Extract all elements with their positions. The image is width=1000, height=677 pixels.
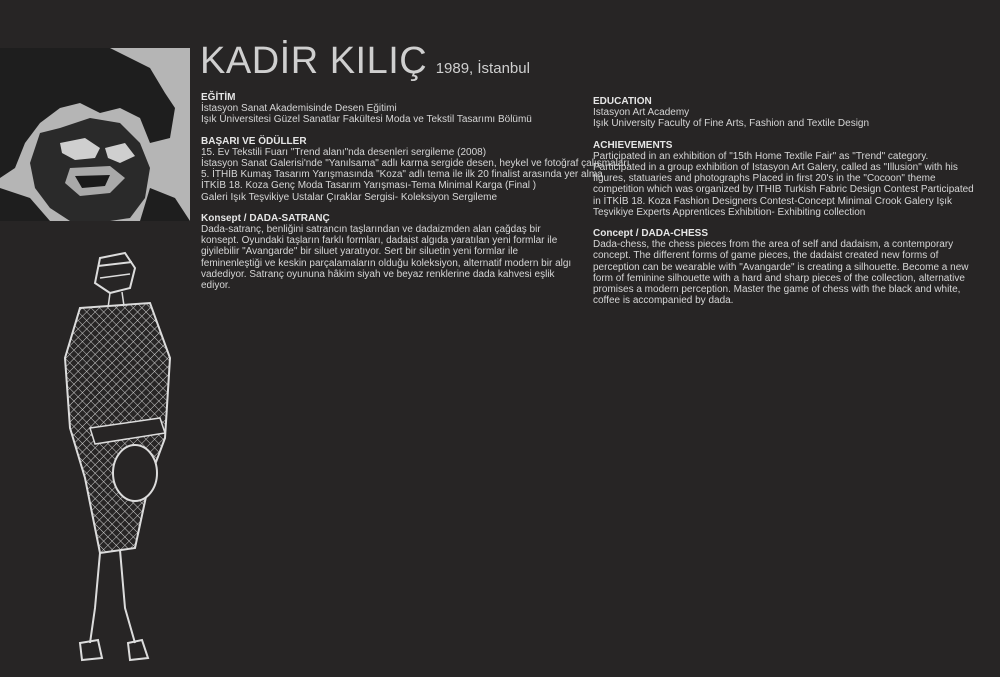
tr-achievement-line: Galeri Işık Teşvikiye Ustalar Çıraklar Sergisi- Koleksiyon Sergileme (201, 191, 498, 203)
english-column (593, 96, 978, 316)
en-achievements-section (593, 140, 978, 218)
tr-achievements-heading: BAŞARI VE ÖDÜLLER (201, 135, 307, 147)
tr-concept-section (201, 213, 581, 291)
tr-achievement-line: 5. İTHİB Kumaş Tasarım Yarışmasında "Koza" adlı tema ile ilk 20 finalist arasında yer alma (201, 169, 603, 181)
fashion-sketch-illustration (40, 248, 200, 668)
tr-achievements-section (201, 135, 630, 203)
tr-concept-text: Dada-satranç, benliğini satrancın taşlarından ve dadaizmden alan çağdaş bir konsept. Oyundaki taşların farklı formları, dadaist algıda yaratılan yeni formlar ile giyilebilir "Avangarde" bir siluet yaratıyor. Sert bir siluetin yeni formlar ile feminenleştiği ve keskin parçalamaların olduğu koleksiyon, alternatif modern bir algı vadediyor. Satranç oyununa hâkim siyah ve beyaz renklerine dada kahvesi eşlik ediyor. (201, 224, 572, 292)
name-header (200, 40, 530, 83)
portrait-photo (0, 48, 190, 221)
birth-info: 1989, İstanbul (435, 60, 530, 77)
en-concept-section (593, 228, 978, 306)
en-education-heading: EDUCATION (593, 96, 652, 107)
en-education-section (593, 96, 978, 130)
en-education-line: Işık University Faculty of Fine Arts, Fashion and Textile Design (593, 118, 870, 130)
en-achievements-heading: ACHIEVEMENTS (593, 139, 673, 151)
tr-achievement-line: İstasyon Sanat Galerisi'nde "Yanılsama" adlı karma sergide desen, heykel ve fotoğraf çalışmaları (201, 158, 630, 170)
tr-achievement-line: İTKİB 18. Koza Genç Moda Tasarım Yarışması-Tema Minimal Karga (Final ) (201, 180, 537, 192)
en-education-line: Istasyon Art Academy (593, 107, 690, 119)
tr-concept-heading: Konsept / DADA-SATRANÇ (201, 212, 330, 224)
tr-achievement-line: 15. Ev Tekstili Fuarı "Trend alanı"nda desenleri sergileme (2008) (201, 146, 487, 158)
tr-education-line: İstasyon Sanat Akademisinde Desen Eğitimi (201, 103, 397, 115)
tr-education-section (201, 92, 581, 126)
tr-education-line: Işık Üniversitesi Güzel Sanatlar Fakültesi Moda ve Tekstil Tasarımı Bölümü (201, 114, 532, 126)
en-achievements-text: Participated in an exhibition of "15th Home Textile Fair" as "Trend" category. Participated in a group exhibition of Istasyon Art Galery, called as "Illusion" with his figures, statuaries and photographs Placed in first 20's in the "Cocoon" theme competition which was organized by ITHIB Turkish Fabric Design Contest Participated in İTKİB 18. Koza Fashion Designers Contest-Concept Minimal Crook Galery Işık Teşvikiye Experts Apprentices Exhibition- Exhibiting collection (593, 150, 974, 218)
designer-name: KADİR KILIÇ (200, 40, 428, 82)
en-concept-text: Dada-chess, the chess pieces from the area of self and dadaism, a contemporary concept. The different forms of game pieces, the dadaist created new forms of perception can be wearable with "Avangarde" is creating a silhouette. Become a new form of feminine silhouette with a hard and sharp pieces of the collection, alternative promises a modern perception. Master the game of chess with the black and white, coffee is accompanied by dada. (593, 239, 969, 307)
tr-education-heading: EĞİTİM (201, 92, 236, 103)
en-concept-heading: Concept / DADA-CHESS (593, 228, 709, 240)
